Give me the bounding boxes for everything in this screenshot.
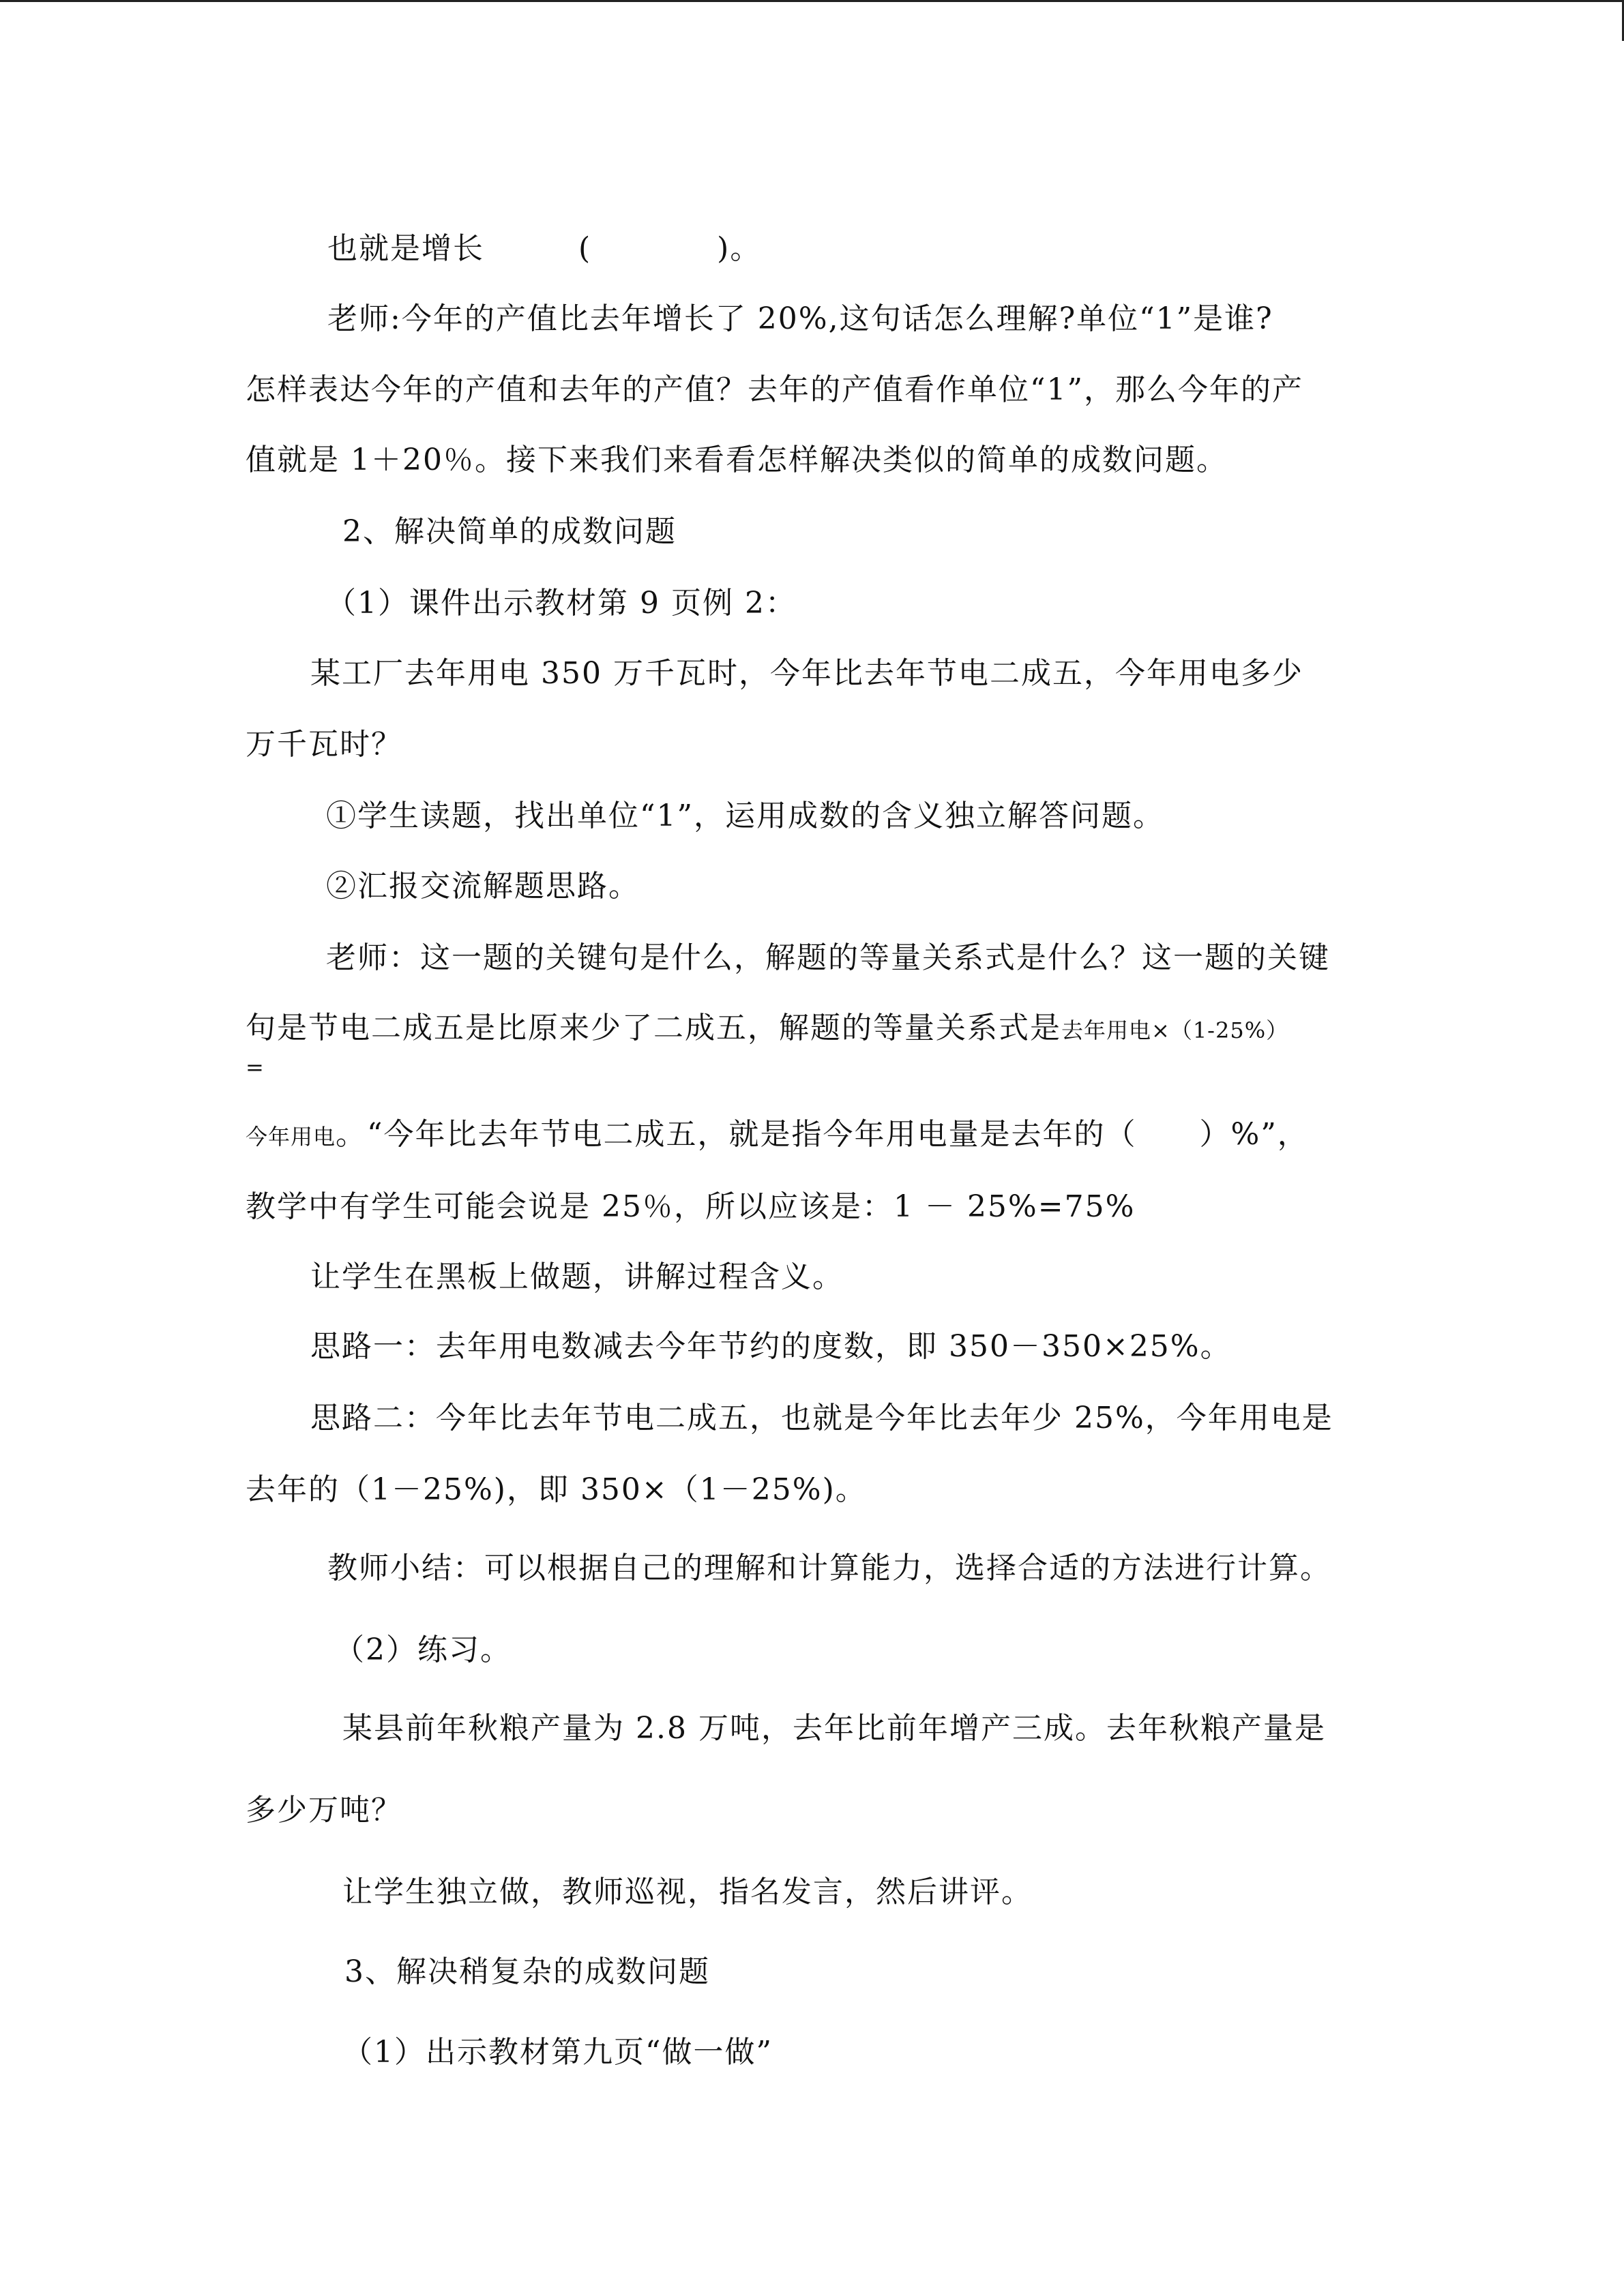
text-line: 让学生在黑板上做题，讲解过程含义。 <box>310 1259 844 1294</box>
text-line: 万千瓦时？ <box>246 727 402 762</box>
text-line: 也就是增长 ( )。 <box>327 231 762 266</box>
text-segment-small: 去年用电×（1-25%） <box>1061 1017 1289 1043</box>
text-line: 教学中有学生可能会说是 25％，所以应该是：1 － 25%=75% <box>246 1189 1136 1224</box>
text-line: 老师:今年的产值比去年增长了 20%,这句话怎么理解?单位“1”是谁? <box>327 301 1273 336</box>
text-line: （2）练习。 <box>334 1632 512 1667</box>
text-line: 多少万吨？ <box>246 1793 402 1828</box>
text-segment: 。“今年比去年节电二成五，就是指今年用电量是去年的（ ）%”， <box>336 1117 1309 1152</box>
text-line: 值就是 1＋20％。接下来我们来看看怎样解决类似的简单的成数问题。 <box>246 443 1228 477</box>
section-heading: 3、解决稍复杂的成数问题 <box>344 1954 710 1989</box>
text-line: （1）出示教材第九页“做一做” <box>342 2035 773 2070</box>
text-line <box>246 1114 1309 1157</box>
text-line <box>246 1008 1288 1051</box>
text-line: 老师：这一题的关键句是什么，解题的等量关系式是什么？这一题的关键 <box>326 940 1330 975</box>
section-heading: 2、解决简单的成数问题 <box>342 514 677 549</box>
page-top-border <box>0 0 1624 2</box>
text-line: 怎样表达今年的产值和去年的产值？去年的产值看作单位“1”，那么今年的产 <box>246 372 1303 407</box>
text-line: 思路二：今年比去年节电二成五，也就是今年比去年少 25%，今年用电是 <box>310 1401 1333 1435</box>
text-line: 思路一：去年用电数减去今年节约的度数，即 350－350×25%。 <box>310 1329 1232 1364</box>
text-line: ②汇报交流解题思路。 <box>326 869 640 904</box>
text-line: 教师小结：可以根据自己的理解和计算能力，选择合适的方法进行计算。 <box>327 1551 1331 1585</box>
text-line: 让学生独立做，教师巡视，指名发言，然后讲评。 <box>342 1875 1033 1909</box>
text-line: 某县前年秋粮产量为 2.8 万吨，去年比前年增产三成。去年秋粮产量是 <box>342 1711 1326 1746</box>
text-line: ①学生读题，找出单位“1”，运用成数的含义独立解答问题。 <box>326 799 1164 833</box>
text-line: = <box>246 1054 265 1080</box>
text-segment: 句是节电二成五是比原来少了二成五，解题的等量关系式是 <box>246 1011 1061 1045</box>
text-segment-small: 今年用电 <box>246 1124 336 1150</box>
text-line: 去年的（1－25%)，即 350×（1－25%)。 <box>246 1472 867 1507</box>
text-line: （1）课件出示教材第 9 页例 2： <box>326 586 797 621</box>
text-line: 某工厂去年用电 350 万千瓦时，今年比去年节电二成五，今年用电多少 <box>310 656 1303 691</box>
